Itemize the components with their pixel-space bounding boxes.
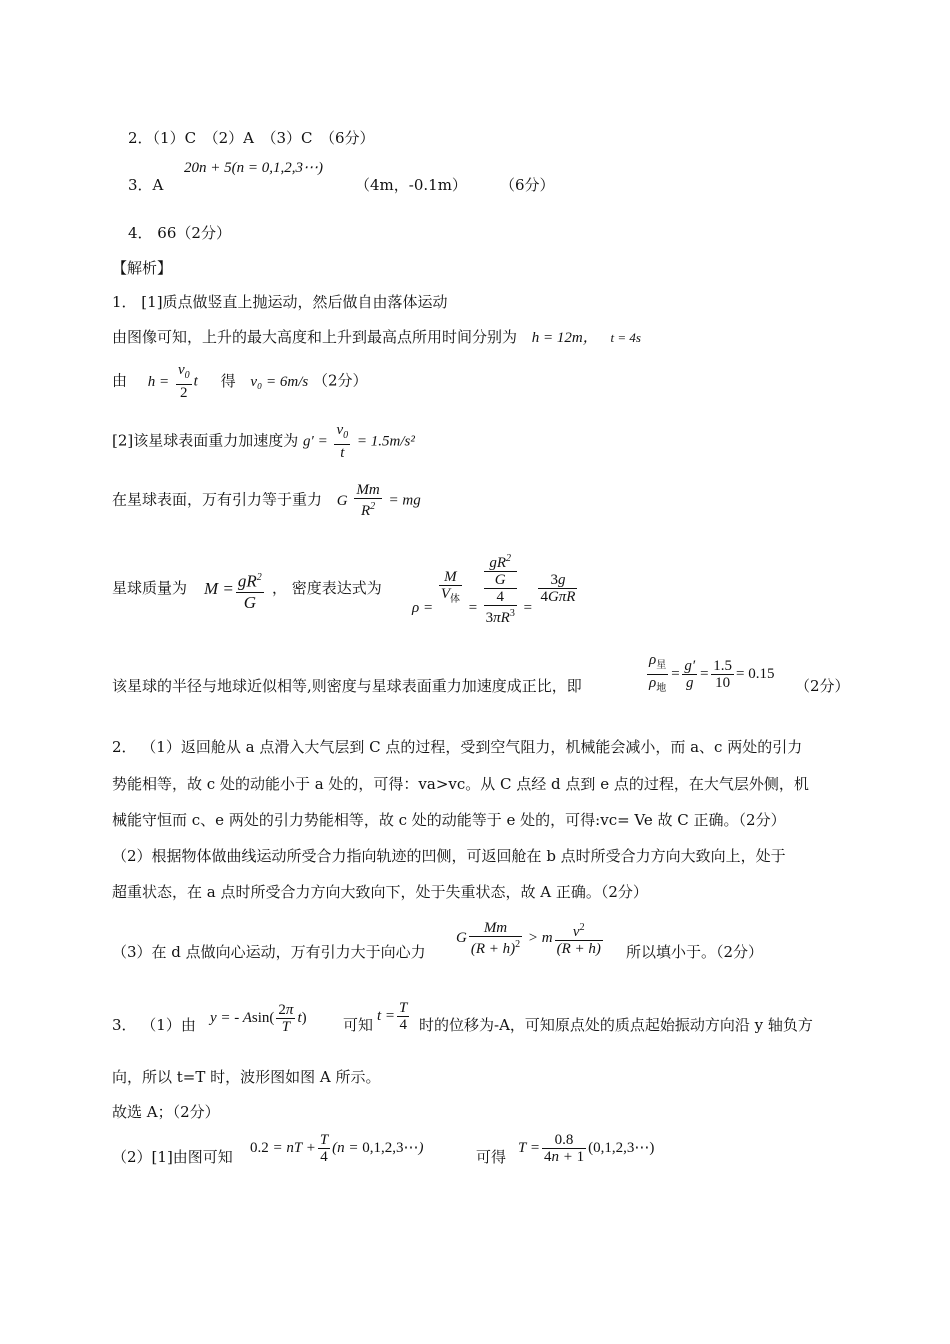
- analysis-3-line2: 向，所以 t=T 时，波形图如图 A 所示。: [112, 1068, 381, 1086]
- answer-3-formula: 20n + 5(n = 0,1,2,3⋯): [184, 160, 323, 176]
- analysis-2-line1: 2． （1）返回舱从 a 点滑入大气层到 C 点的过程，受到空气阻力，机械能会减小，而 a、c 两处的引力: [112, 738, 803, 756]
- analysis-3-line1: 3． （1）由: [112, 1016, 196, 1034]
- analysis-2-line4: （2）根据物体做曲线运动所受合力指向轨迹的凹侧，可返回舱在 b 点时所受合力方向大致向上，处于: [112, 847, 786, 865]
- answer-2: 2．（1）C （2）A （3）C （6分）: [128, 129, 375, 147]
- gravity-fraction: $\frac{v_0}{t}$: [336, 422, 349, 461]
- period-result: T = $\frac{0.8}{4n + 1}$ (0,1,2,3⋯): [518, 1132, 655, 1165]
- answer-3-coords: （4m，-0.1m）: [355, 176, 467, 194]
- gravitation-fraction: $\frac{Mm}{R^2}$: [356, 482, 380, 519]
- answer-3: [128, 175, 163, 195]
- wave-equation: y = - Asin( $\frac{2\pi}{T}$ t): [210, 1002, 307, 1035]
- centripetal-formula: G $\frac{Mm}{(R + h)^2}$ > m $\frac{v^2}{(R + h)}$: [456, 920, 601, 957]
- analysis-1-line2: 由图像可知，上升的最大高度和上升到最高点所用时间分别为 h = 12m， t = 4s: [112, 328, 641, 346]
- analysis-heading: 【解析】: [112, 259, 173, 277]
- analysis-2-line5: 超重状态，在 a 点时所受合力方向大致向下，处于失重状态，故 A 正确。（2分）: [112, 883, 648, 901]
- analysis-2-line6: （3）在 d 点做向心运动，万有引力大于向心力: [112, 943, 426, 961]
- time-value: t = 4s: [610, 330, 641, 345]
- analysis-3-line4-mid: 可得: [476, 1148, 507, 1166]
- quarter-period: t = $\frac{T}{4}$: [377, 1000, 408, 1033]
- density-label: ， 密度表达式为: [272, 579, 382, 597]
- analysis-3-line1-tail: 时的位移为-A，可知原点处的质点起始振动方向沿 y 轴负方: [419, 1016, 813, 1034]
- period-equation: 0.2 = nT + $\frac{T}{4}$ (n = 0,1,2,3⋯): [250, 1132, 424, 1165]
- analysis-3-line3: 故选 A；（2分）: [112, 1103, 220, 1121]
- analysis-2-line6-tail: 所以填小于。（2分）: [626, 943, 764, 961]
- answer-3-score: （6分）: [500, 176, 555, 194]
- analysis-2-line3: 械能守恒而 c、e 两处的引力势能相等，故 c 处的动能等于 e 处的，可得:vc= Ve 故 C 正确。（2分）: [112, 811, 786, 829]
- analysis-1-score: （2分）: [795, 677, 850, 695]
- analysis-3-line1-mid: 可知: [343, 1016, 374, 1034]
- analysis-3-line4: （2）[1]由图可知: [112, 1148, 233, 1166]
- height-value: h = 12m，: [531, 330, 598, 346]
- analysis-1-line7: 该星球的半径与地球近似相等,则密度与星球表面重力加速度成正比，即: [112, 677, 582, 695]
- mass-formula: M = $\frac{gR^2}{G}$: [204, 568, 266, 613]
- analysis-1-line6: 星球质量为: [112, 579, 188, 597]
- v0-over-2-fraction: $\frac{v_0}{2}$: [177, 362, 190, 401]
- analysis-1-line5: 在星球表面，万有引力等于重力 G $\frac{Mm}{R^2}$ = mg: [112, 482, 421, 519]
- analysis-2-line2: 势能相等，故 c 处的动能小于 a 处的，可得：va>vc。从 C 点经 d 点到 e 点的过程，在大气层外侧，机: [112, 775, 809, 793]
- analysis-1-line3: 由 h = $\frac{v_0}{2}$ t 得 v₀ = 6m/s （2分）: [112, 362, 368, 401]
- density-formula: ρ = M $V_体$ = $gR^2$ G 4 $3\pi R^3$ = 3g 4GπR: [412, 553, 576, 626]
- answer-4: 4． 66（2分）: [128, 224, 231, 242]
- answer-3-label: 3．A: [128, 176, 164, 194]
- v0-result: v₀ = 6m/s: [250, 373, 309, 390]
- density-ratio-formula: $\rho_星$ $\rho_地$ = $\frac{g'}{g}$ = $\frac{1.5}{10}$ = 0.15: [649, 652, 775, 694]
- analysis-1-line1: 1． [1]质点做竖直上抛运动，然后做自由落体运动: [112, 293, 448, 311]
- analysis-1-line4: [2]该星球表面重力加速度为 g′ = $\frac{v_0}{t}$ = 1.5m/s²: [112, 422, 415, 461]
